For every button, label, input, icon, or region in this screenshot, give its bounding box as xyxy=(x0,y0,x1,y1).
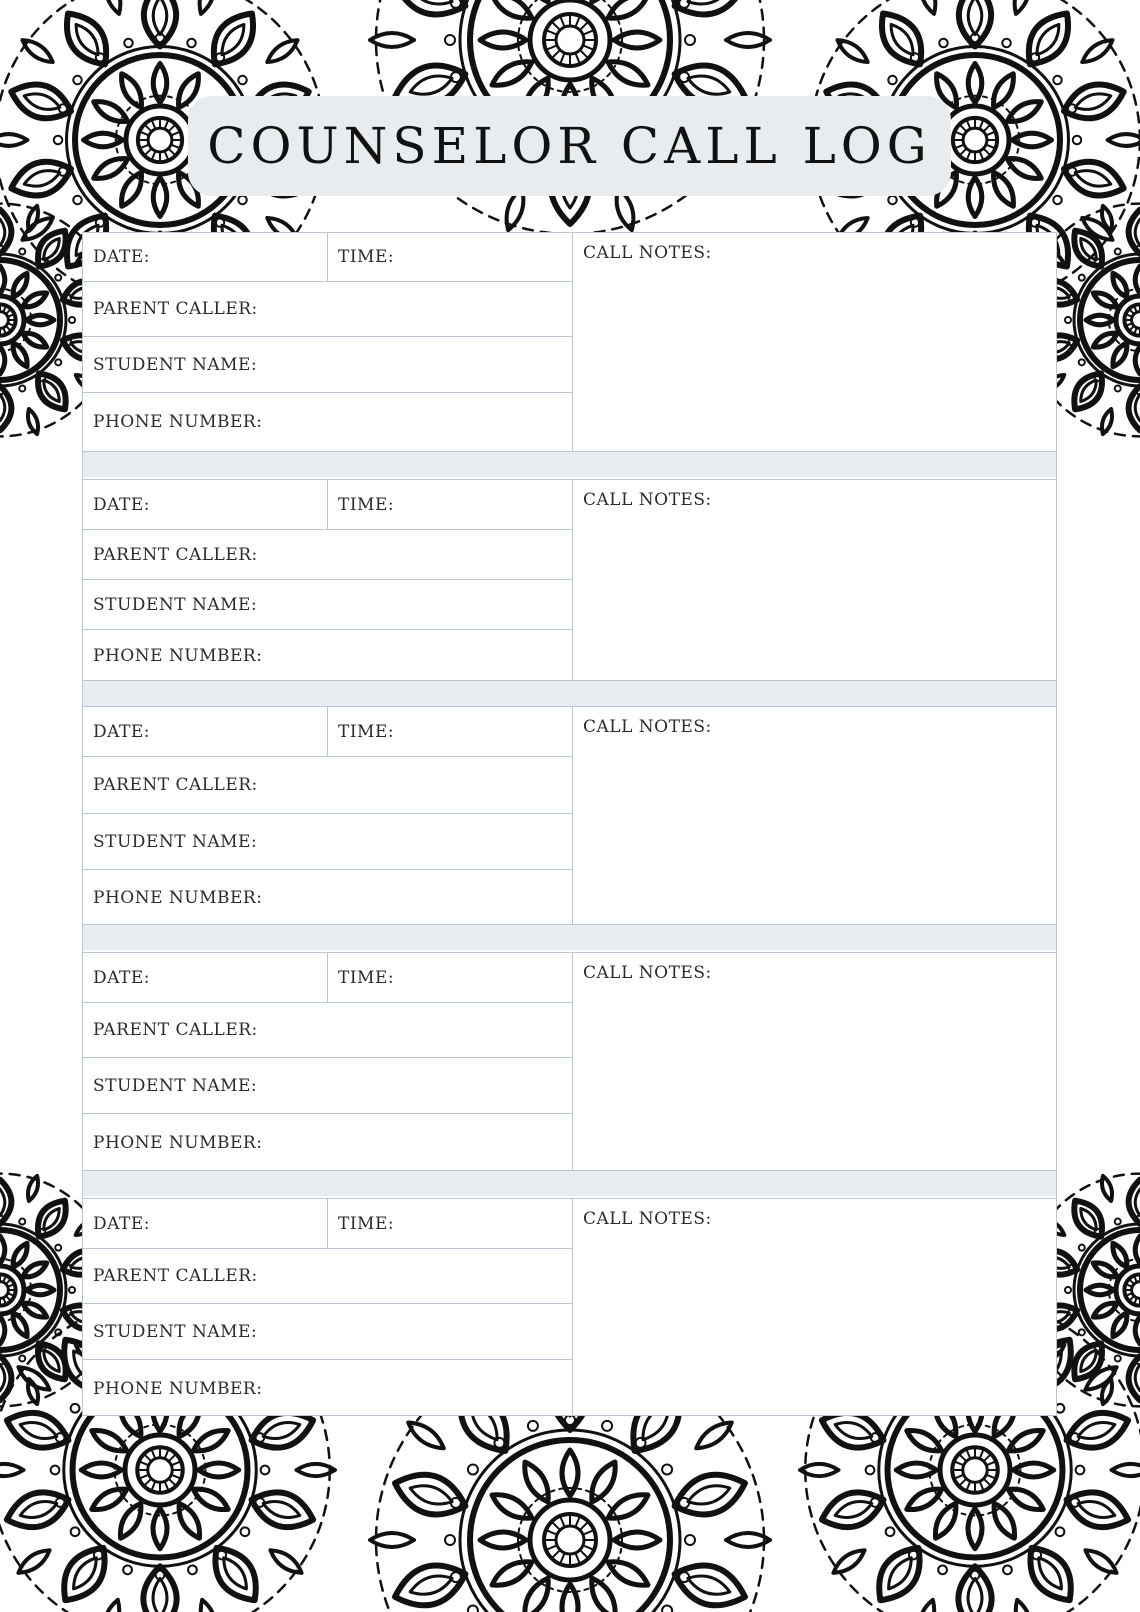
time-field[interactable] xyxy=(328,707,572,756)
call-notes-label: CALL NOTES: xyxy=(583,490,712,510)
call-notes-field[interactable] xyxy=(573,1199,1056,1416)
time-field[interactable] xyxy=(328,480,572,529)
date-time-row xyxy=(83,480,572,529)
parent-caller-row xyxy=(83,1248,572,1303)
student-name-field[interactable] xyxy=(83,814,572,869)
date-field-label: DATE: xyxy=(93,1213,150,1234)
student-name-field[interactable] xyxy=(83,580,572,629)
call-notes-label: CALL NOTES: xyxy=(583,243,712,263)
phone-number-row xyxy=(83,629,572,681)
call-entry xyxy=(83,479,1056,680)
time-field-label: TIME: xyxy=(338,967,395,988)
call-entry xyxy=(83,706,1056,924)
student-name-row xyxy=(83,813,572,869)
parent-caller-field[interactable] xyxy=(83,1003,572,1057)
call-notes-label: CALL NOTES: xyxy=(583,1209,712,1229)
parent-caller-field[interactable] xyxy=(83,282,572,336)
phone-number-field[interactable] xyxy=(83,1360,572,1417)
time-field-label: TIME: xyxy=(338,247,395,267)
entry-separator xyxy=(83,1170,1056,1196)
call-notes-field[interactable] xyxy=(573,480,1056,680)
call-entry xyxy=(83,952,1056,1170)
call-notes-label: CALL NOTES: xyxy=(583,963,712,983)
parent-caller-field[interactable] xyxy=(83,757,572,813)
phone-number-field-label: PHONE NUMBER: xyxy=(93,645,263,666)
parent-caller-row xyxy=(83,1002,572,1057)
phone-number-field-label: PHONE NUMBER: xyxy=(93,1132,263,1153)
student-name-row xyxy=(83,579,572,629)
phone-number-field-label: PHONE NUMBER: xyxy=(93,887,263,908)
phone-number-field[interactable] xyxy=(83,393,572,451)
call-entry xyxy=(83,233,1056,451)
parent-caller-field[interactable] xyxy=(83,1249,572,1303)
time-field[interactable] xyxy=(328,1199,572,1248)
date-time-row xyxy=(83,953,572,1002)
student-name-row xyxy=(83,336,572,392)
phone-number-field-label: PHONE NUMBER: xyxy=(93,412,263,432)
parent-caller-field-label: PARENT CALLER: xyxy=(93,775,258,795)
date-field[interactable] xyxy=(83,707,328,756)
phone-number-field[interactable] xyxy=(83,870,572,925)
parent-caller-field[interactable] xyxy=(83,530,572,579)
phone-number-field-label: PHONE NUMBER: xyxy=(93,1378,263,1399)
parent-caller-field-label: PARENT CALLER: xyxy=(93,1266,258,1286)
title-banner xyxy=(188,96,951,196)
parent-caller-row xyxy=(83,529,572,579)
page-title: COUNSELOR CALL LOG xyxy=(207,117,932,175)
phone-number-row xyxy=(83,1359,572,1417)
caller-details xyxy=(83,233,573,451)
student-name-row xyxy=(83,1057,572,1113)
call-entry xyxy=(83,1198,1056,1416)
phone-number-row xyxy=(83,392,572,451)
call-notes-label: CALL NOTES: xyxy=(583,717,712,737)
phone-number-row xyxy=(83,869,572,925)
date-field[interactable] xyxy=(83,1199,328,1248)
caller-details xyxy=(83,1199,573,1416)
call-notes-field[interactable] xyxy=(573,233,1056,451)
parent-caller-field-label: PARENT CALLER: xyxy=(93,1020,258,1040)
phone-number-field[interactable] xyxy=(83,1114,572,1171)
date-field[interactable] xyxy=(83,953,328,1002)
date-field[interactable] xyxy=(83,233,328,281)
parent-caller-field-label: PARENT CALLER: xyxy=(93,299,258,319)
student-name-field[interactable] xyxy=(83,1304,572,1359)
date-time-row xyxy=(83,707,572,756)
caller-details xyxy=(83,480,573,680)
date-field-label: DATE: xyxy=(93,721,150,742)
call-notes-field[interactable] xyxy=(573,707,1056,924)
student-name-field-label: STUDENT NAME: xyxy=(93,1321,258,1342)
caller-details xyxy=(83,953,573,1170)
student-name-row xyxy=(83,1303,572,1359)
call-notes-field[interactable] xyxy=(573,953,1056,1170)
time-field[interactable] xyxy=(328,953,572,1002)
time-field[interactable] xyxy=(328,233,572,281)
parent-caller-row xyxy=(83,756,572,813)
date-field-label: DATE: xyxy=(93,967,150,988)
caller-details xyxy=(83,707,573,924)
time-field-label: TIME: xyxy=(338,721,395,742)
call-log-form xyxy=(82,232,1057,1416)
entry-separator xyxy=(83,451,1056,477)
date-field-label: DATE: xyxy=(93,494,150,515)
student-name-field-label: STUDENT NAME: xyxy=(93,831,258,852)
entry-separator xyxy=(83,680,1056,706)
date-field-label: DATE: xyxy=(93,247,150,267)
student-name-field-label: STUDENT NAME: xyxy=(93,594,258,615)
student-name-field-label: STUDENT NAME: xyxy=(93,1075,258,1096)
student-name-field[interactable] xyxy=(83,1058,572,1113)
student-name-field[interactable] xyxy=(83,337,572,392)
entry-separator xyxy=(83,924,1056,950)
parent-caller-row xyxy=(83,281,572,336)
date-field[interactable] xyxy=(83,480,328,529)
time-field-label: TIME: xyxy=(338,494,395,515)
time-field-label: TIME: xyxy=(338,1213,395,1234)
student-name-field-label: STUDENT NAME: xyxy=(93,354,258,375)
date-time-row xyxy=(83,1199,572,1248)
parent-caller-field-label: PARENT CALLER: xyxy=(93,544,258,565)
phone-number-row xyxy=(83,1113,572,1171)
phone-number-field[interactable] xyxy=(83,630,572,681)
date-time-row xyxy=(83,233,572,281)
